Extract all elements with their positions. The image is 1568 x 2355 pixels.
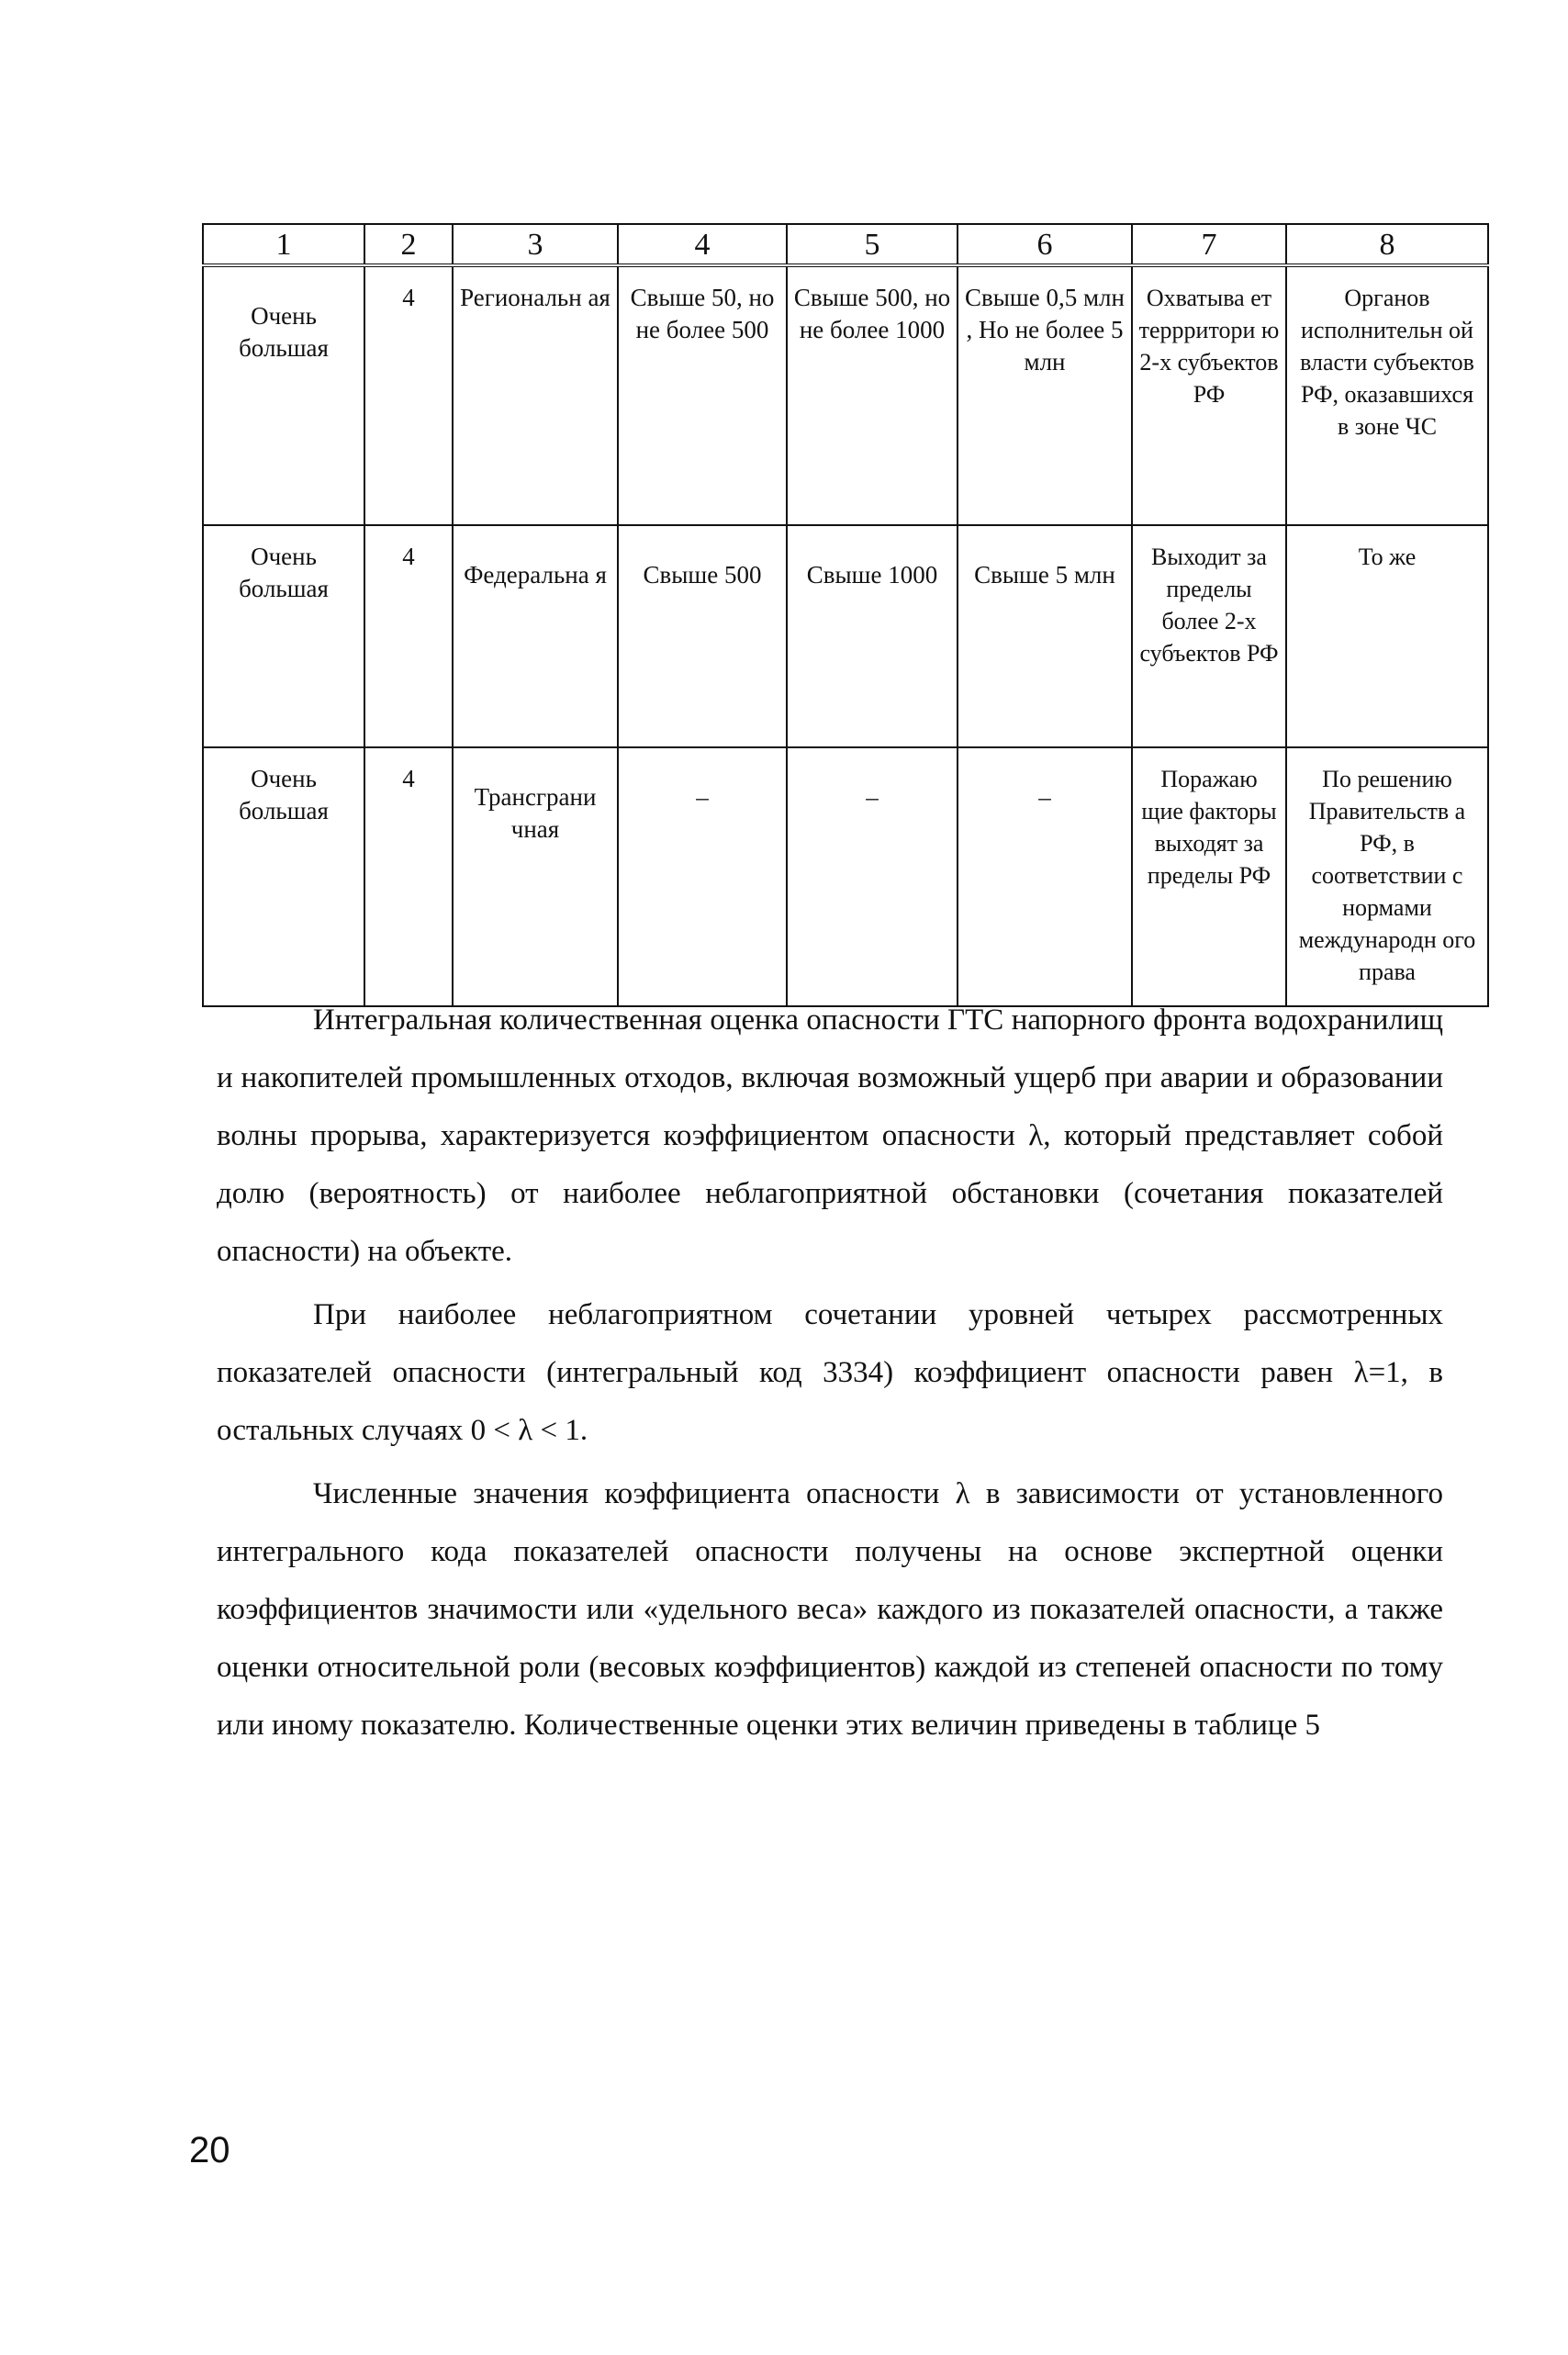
- page-number: 20: [189, 2130, 230, 2170]
- hazard-table: [202, 223, 1489, 1007]
- paragraph: При наиболее неблагоприятном сочетании уровней четырех рассмотренных показателей опасности (интегральный код 3334) коэффициент опасности равен λ=1, в остальных случаях 0 < λ < 1.: [217, 1298, 1443, 1447]
- table-row: [203, 747, 1488, 1006]
- cell-scale: Региональн ая: [453, 265, 618, 525]
- cell-degree: Очень большая: [203, 747, 364, 1006]
- paragraph: Интегральная количественная оценка опасности ГТС напорного фронта водохранилищ и накопителей промышленных отходов, включая возможный ущерб при аварии и образовании волны прорыва, характеризуется коэффициентом опасности λ, который представляет собой долю (вероятность) от наиболее неблагоприятной обстановки (сочетания показателей опасности) на объекте.: [217, 1004, 1443, 1268]
- header-col-6: 6: [958, 224, 1132, 265]
- cell-value-6: –: [958, 747, 1132, 1006]
- cell-value-4: Свыше 50, но не более 500: [618, 265, 787, 525]
- cell-scale: Трансграни чная: [453, 747, 618, 1006]
- header-col-5: 5: [787, 224, 958, 265]
- header-col-4: 4: [618, 224, 787, 265]
- cell-code: 4: [364, 747, 453, 1006]
- cell-value-4: Свыше 500: [618, 525, 787, 747]
- cell-value-5: Свыше 1000: [787, 525, 958, 747]
- cell-value-5: Свыше 500, но не более 1000: [787, 265, 958, 525]
- cell-authority: По решению Правительств а РФ, в соответствии с нормами международн ого права: [1286, 747, 1488, 1006]
- cell-code: 4: [364, 265, 453, 525]
- table-header-row: [203, 224, 1488, 265]
- cell-authority: То же: [1286, 525, 1488, 747]
- cell-territory: Охватыва ет террритори ю 2-х субъектов РФ: [1132, 265, 1286, 525]
- cell-territory: Поражаю щие факторы выходят за пределы РФ: [1132, 747, 1286, 1006]
- header-col-2: 2: [364, 224, 453, 265]
- header-col-1: 1: [203, 224, 364, 265]
- cell-value-6: Свыше 0,5 млн , Но не более 5 млн: [958, 265, 1132, 525]
- header-col-8: 8: [1286, 224, 1488, 265]
- cell-code: 4: [364, 525, 453, 747]
- cell-authority: Органов исполнительн ой власти субъектов РФ, оказавшихся в зоне ЧС: [1286, 265, 1488, 525]
- cell-scale: Федеральна я: [453, 525, 618, 747]
- cell-value-5: –: [787, 747, 958, 1006]
- cell-degree: Очень большая: [203, 265, 364, 525]
- table-row: [203, 265, 1488, 525]
- cell-value-6: Свыше 5 млн: [958, 525, 1132, 747]
- cell-territory: Выходит за пределы более 2-х субъектов РФ: [1132, 525, 1286, 747]
- header-col-3: 3: [453, 224, 618, 265]
- cell-value-4: –: [618, 747, 787, 1006]
- paragraph: Численные значения коэффициента опасности λ в зависимости от установленного интегрального кода показателей опасности получены на основе экспертной оценки коэффициентов значимости или «удельного веса» каждого из показателей опасности, а также оценки относительной роли (весовых коэффициентов) каждой из степеней опасности по тому или иному показателю. Количественные оценки этих величин приведены в таблице 5: [217, 1477, 1443, 1742]
- header-col-7: 7: [1132, 224, 1286, 265]
- cell-degree: Очень большая: [203, 525, 364, 747]
- table-row: [203, 525, 1488, 747]
- body-text: [217, 992, 1443, 1755]
